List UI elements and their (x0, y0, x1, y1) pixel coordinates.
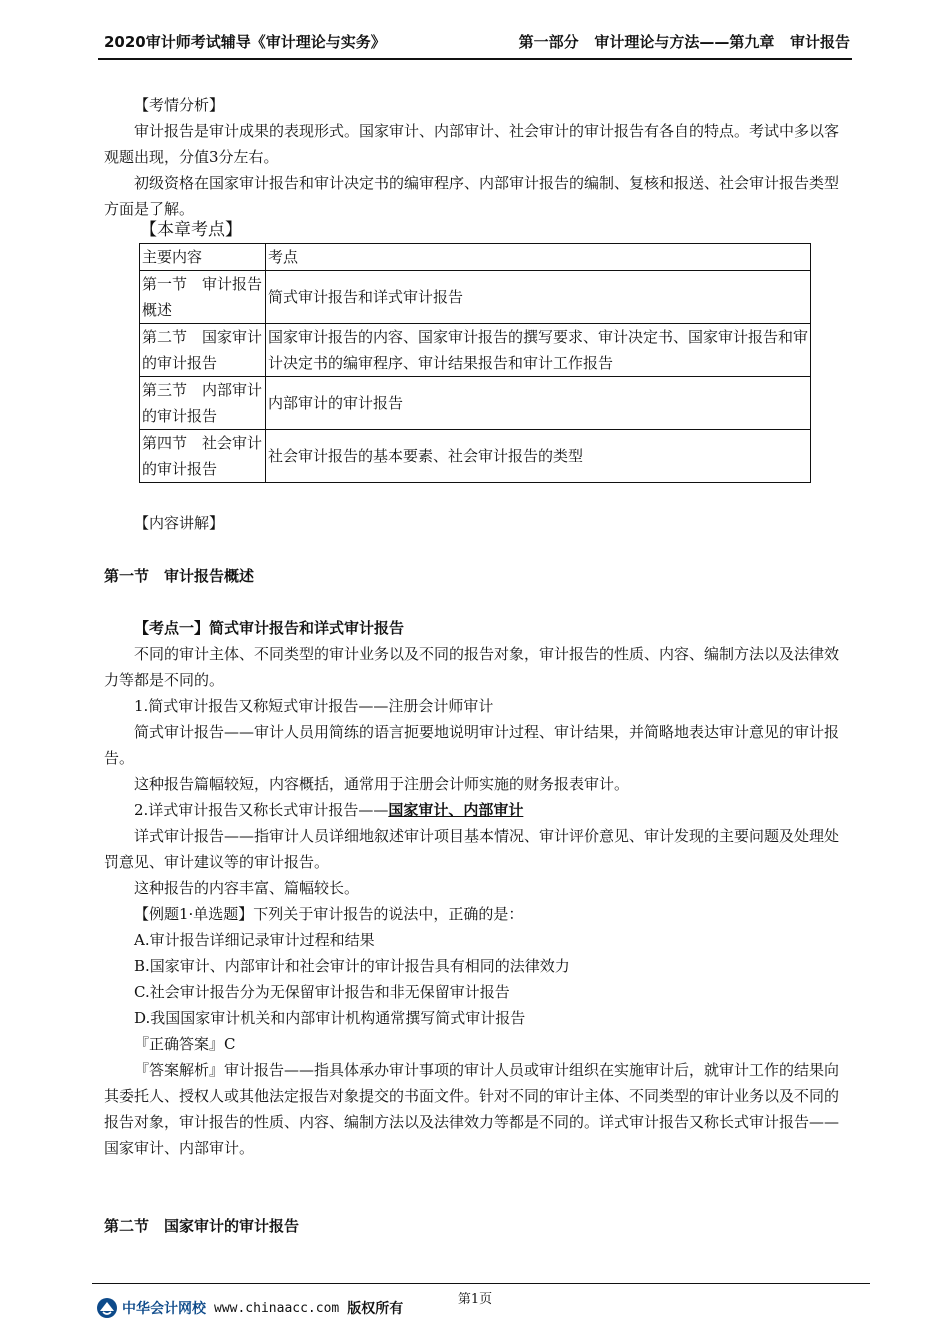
item-1-definition: 简式审计报告——审计人员用简练的语言扼要地说明审计过程、审计结果，并简略地表达审计意见的审计报告。 (104, 723, 840, 767)
table-cell-points: 国家审计报告的内容、国家审计报告的撰写要求、审计决定书、国家审计报告和审计决定书的编审程序、审计结果报告和审计工作报告 (266, 324, 811, 377)
example-option-b: B.国家审计、内部审计和社会审计的审计报告具有相同的法律效力 (134, 957, 570, 975)
footer-brand (96, 1295, 403, 1321)
page-header (98, 30, 852, 60)
brand-name: 中华会计网校 (122, 1301, 206, 1317)
table-cell-points: 简式审计报告和详式审计报告 (266, 271, 811, 324)
table-row (140, 324, 811, 377)
analysis-heading: 【考情分析】 (134, 96, 225, 114)
example-option-c: C.社会审计报告分为无保留审计报告和非无保留审计报告 (134, 983, 510, 1001)
item-2 (104, 797, 848, 823)
table-cell-points: 社会审计报告的基本要素、社会审计报告的类型 (266, 430, 811, 483)
header-title: 2020审计师考试辅导《审计理论与实务》 (104, 33, 386, 51)
example-option-d: D.我国国家审计机关和内部审计机构通常撰写简式审计报告 (134, 1009, 526, 1027)
page-number: 第1页 (457, 1292, 493, 1307)
table-cell-section: 第一节 审计报告概述 (140, 271, 266, 324)
table-cell-section: 第四节 社会审计的审计报告 (140, 430, 266, 483)
table-row (140, 377, 811, 430)
item-1-note: 这种报告篇幅较短，内容概括，通常用于注册会计师实施的财务报表审计。 (134, 775, 630, 793)
table-header-cell: 考点 (266, 244, 811, 271)
keypoint-1-intro: 不同的审计主体、不同类型的审计业务以及不同的报告对象，审计报告的性质、内容、编制方法以及法律效力等都是不同的。 (104, 645, 840, 689)
item-2-prefix: 2.详式审计报告又称长式审计报告—— (134, 801, 389, 819)
table-row (140, 271, 811, 324)
footer-divider (92, 1283, 870, 1284)
header-chapter: 第一部分 审计理论与方法——第九章 审计报告 (518, 33, 850, 51)
example-question: 【例题1·单选题】下列关于审计报告的说法中，正确的是： (134, 905, 524, 923)
table-header-row (140, 244, 811, 271)
example-option-a: A.审计报告详细记录审计过程和结果 (134, 931, 375, 949)
analysis-paragraph-2: 初级资格在国家审计报告和审计决定书的编审程序、内部审计报告的编制、复核和报送、社会审计报告类型方面是了解。 (104, 174, 840, 218)
section-2-title: 第二节 国家审计的审计报告 (104, 1217, 300, 1235)
item-2-underlined: 国家审计、内部审计 (388, 801, 524, 819)
copyright: 版权所有 (347, 1301, 404, 1317)
section-1-title: 第一节 审计报告概述 (104, 567, 255, 585)
example-analysis: 『答案解析』审计报告——指具体承办审计事项的审计人员或审计组织在实施审计后，就审计工作的结果向其委托人、授权人或其他法定报告对象提交的书面文件。针对不同的审计主体、不同类型的审计业务以及不同的报告对象，审计报告的性质、内容、编制方法以及法律效力等都是不同的。详式审计报告又称长式审计报告——国家审计、内部审计。 (104, 1061, 840, 1157)
example-answer: 『正确答案』C (134, 1035, 236, 1053)
table-header-cell: 主要内容 (140, 244, 266, 271)
table-cell-points: 内部审计的审计报告 (266, 377, 811, 430)
analysis-paragraph-1: 审计报告是审计成果的表现形式。国家审计、内部审计、社会审计的审计报告有各自的特点。考试中多以客观题出现，分值3分左右。 (104, 122, 840, 166)
table-cell-section: 第二节 国家审计的审计报告 (140, 324, 266, 377)
keypoints-table (139, 243, 811, 483)
chinaacc-logo-icon (96, 1297, 118, 1319)
table-row (140, 430, 811, 483)
keypoints-title: 【本章考点】 (140, 220, 242, 240)
keypoint-1-title: 【考点一】简式审计报告和详式审计报告 (134, 619, 405, 637)
content-heading: 【内容讲解】 (134, 514, 225, 532)
item-2-note: 这种报告的内容丰富、篇幅较长。 (134, 879, 360, 897)
item-2-definition: 详式审计报告——指审计人员详细地叙述审计项目基本情况、审计评价意见、审计发现的主要问题及处理处罚意见、审计建议等的审计报告。 (104, 827, 840, 871)
item-1: 1.简式审计报告又称短式审计报告——注册会计师审计 (134, 697, 494, 715)
table-cell-section: 第三节 内部审计的审计报告 (140, 377, 266, 430)
site-url[interactable]: www.chinaacc.com (214, 1300, 340, 1316)
